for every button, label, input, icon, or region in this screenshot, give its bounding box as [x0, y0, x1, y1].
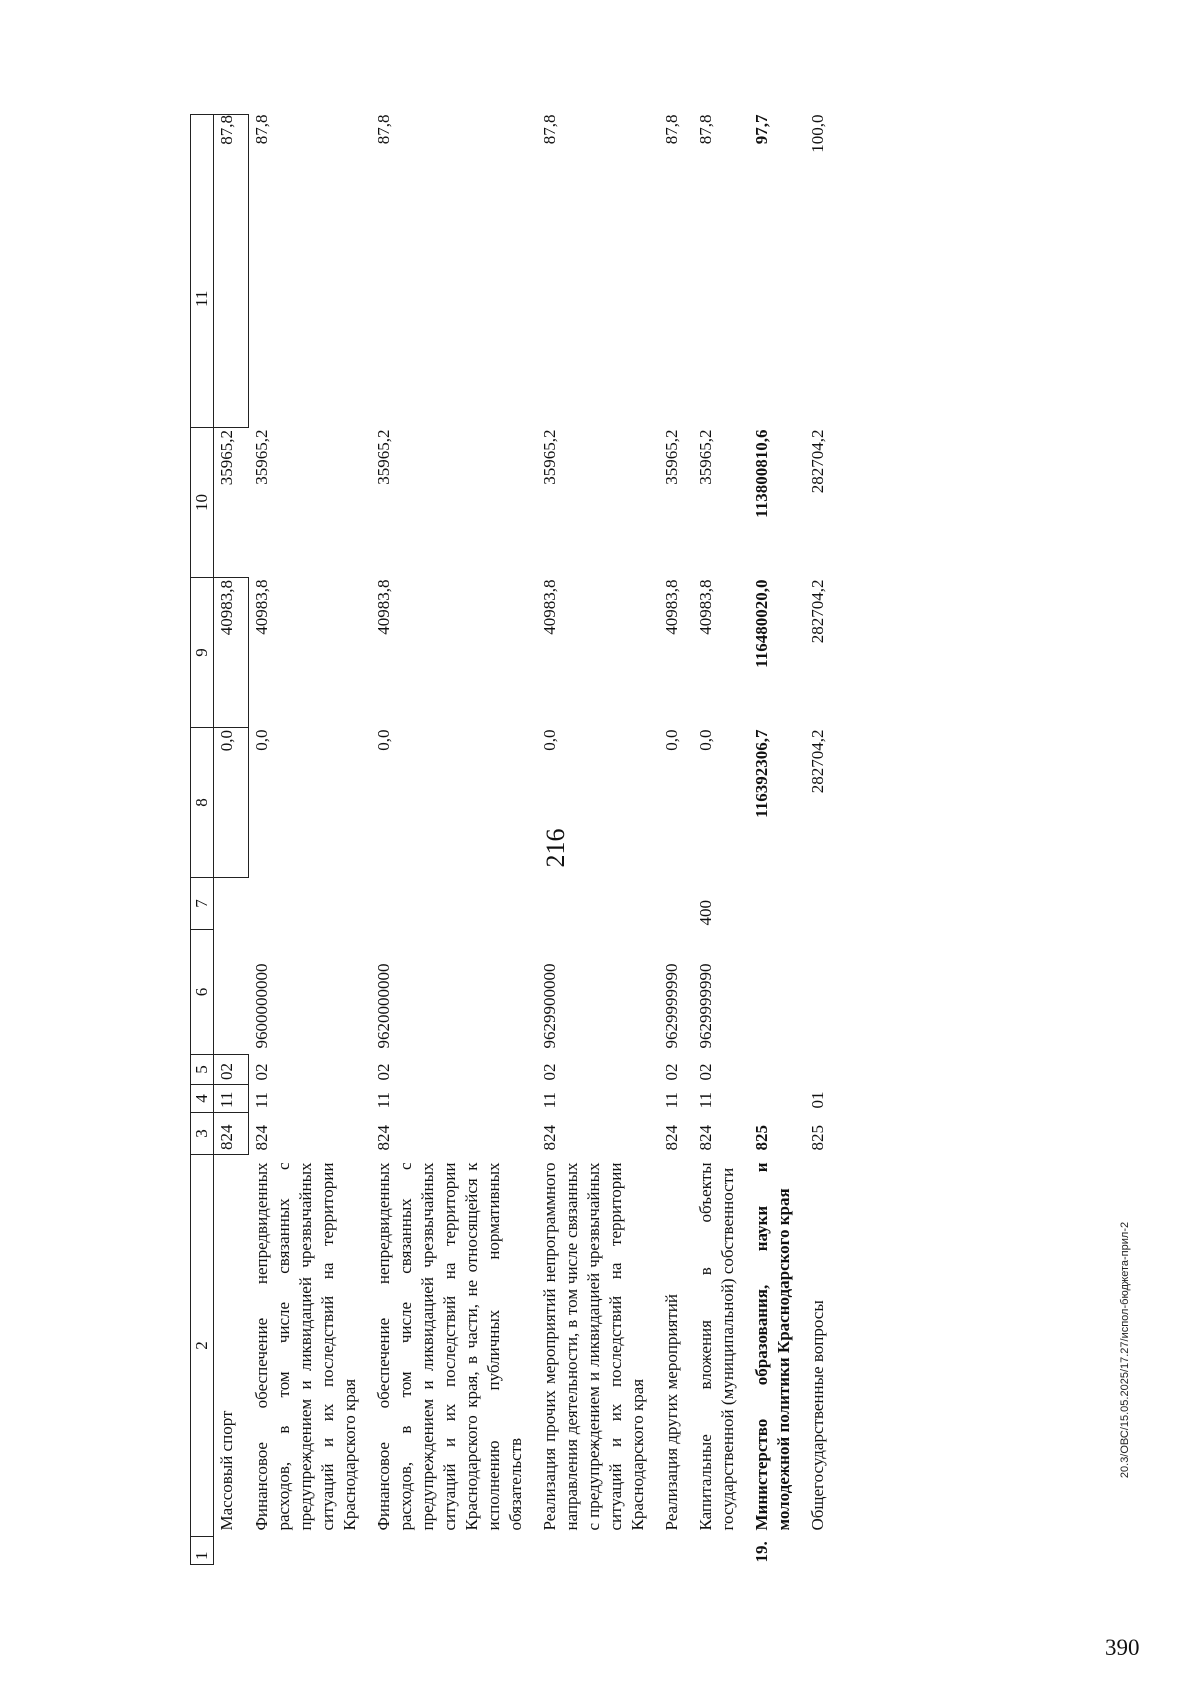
- cell-col3: 824: [252, 1125, 271, 1151]
- cell-col10: 35965,2: [539, 429, 559, 485]
- table-header-row: [191, 115, 214, 1565]
- cell-col5: [749, 1055, 805, 1085]
- cell-col4: 11: [539, 1092, 559, 1109]
- cell-col8: 116392306,7: [751, 729, 771, 818]
- cell-col9: 116480020,0: [751, 579, 771, 668]
- cell-col11: 87,8: [695, 114, 715, 145]
- cell-col8: 0,0: [695, 729, 715, 751]
- column-header-4: 4: [191, 1085, 214, 1113]
- cell-col10: 282704,2: [807, 429, 827, 494]
- cell-col4: 11: [252, 1092, 271, 1109]
- table-row: [537, 115, 659, 1565]
- cell-col5: 02: [373, 1063, 393, 1081]
- cell-col3: 825: [751, 1125, 771, 1151]
- row-name: Министерство образования, науки и молодежной политики Краснодарского края: [751, 1162, 793, 1531]
- page-number-bottom: 390: [1105, 1635, 1140, 1660]
- cell-col5: 02: [252, 1063, 271, 1081]
- row-name: Реализация прочих мероприятий непрограммного направления деятельности, в том числе связанных с предупреждением и ликвидацией чрезвычайных ситуаций и их последствий на территории Краснодарского края: [539, 1162, 647, 1531]
- row-index: [693, 1537, 749, 1565]
- cell-col7: [659, 878, 693, 930]
- cell-col6: 9629999990: [695, 963, 715, 1049]
- row-index: [214, 1537, 249, 1565]
- cell-col11: 87,8: [661, 114, 681, 145]
- cell-col10: 35965,2: [695, 429, 715, 485]
- cell-col11: 97,7: [751, 114, 771, 145]
- cell-col10: 35965,2: [217, 430, 236, 486]
- column-header-9: 9: [191, 578, 214, 728]
- row-name: Финансовое обеспечение непредвиденных расходов, в том числе связанных с предупреждением и ликвидацией чрезвычайных ситуаций и их последствий на территории Краснодарского края: [251, 1162, 359, 1531]
- cell-col4: 11: [695, 1092, 715, 1109]
- column-header-8: 8: [191, 728, 214, 878]
- column-header-2: 2: [191, 1155, 214, 1537]
- cell-col4: 11: [373, 1092, 393, 1109]
- cell-col7: [249, 878, 371, 930]
- cell-col9: 40983,8: [661, 579, 681, 635]
- cell-col9: 40983,8: [252, 579, 271, 635]
- column-header-11: 11: [191, 115, 214, 428]
- cell-col4: [749, 1085, 805, 1113]
- column-header-6: 6: [191, 930, 214, 1055]
- cell-col5: 02: [539, 1063, 559, 1081]
- cell-col11: 87,8: [252, 114, 271, 145]
- cell-col9: 282704,2: [807, 579, 827, 644]
- cell-col5: 02: [695, 1063, 715, 1081]
- cell-col9: 40983,8: [214, 578, 249, 728]
- cell-col9: 40983,8: [539, 579, 559, 635]
- row-name: Капитальные вложения в объекты государственной (муниципальной) собственности: [695, 1162, 737, 1531]
- column-header-5: 5: [191, 1055, 214, 1085]
- row-name: Финансовое обеспечение непредвиденных расходов, в том числе связанных с предупреждением и ликвидацией чрезвычайных ситуаций и их последствий на территории Краснодарского края, в части, не относящейся к исполнению публичных нормативных обязательств: [373, 1162, 525, 1531]
- cell-col11: 87,8: [214, 115, 249, 428]
- table-row: [805, 115, 839, 1565]
- table-row: [749, 115, 805, 1565]
- row-index: 19.: [751, 1541, 771, 1563]
- cell-col10: 35965,2: [661, 429, 681, 485]
- cell-col4: 11: [214, 1085, 249, 1113]
- cell-col6: [749, 930, 805, 1055]
- cell-col6: 9620000000: [373, 963, 393, 1049]
- column-header-1: 1: [191, 1537, 214, 1565]
- row-name: Реализация других мероприятий: [661, 1294, 681, 1531]
- cell-col7: [805, 878, 839, 930]
- cell-col5: 02: [214, 1055, 249, 1085]
- cell-col7: [371, 878, 537, 930]
- cell-col10: 113800810,6: [751, 429, 771, 518]
- cell-col9: 40983,8: [373, 579, 393, 635]
- cell-col3: 825: [807, 1125, 827, 1151]
- row-index: [249, 1537, 371, 1565]
- row-index: [537, 1537, 659, 1565]
- cell-col5: 02: [661, 1063, 681, 1081]
- table-row: [693, 115, 749, 1565]
- budget-table: [190, 114, 839, 1565]
- cell-col11: 87,8: [539, 114, 559, 145]
- cell-col3: 824: [695, 1125, 715, 1151]
- row-index: [805, 1537, 839, 1565]
- page-number-top: 216: [541, 828, 570, 868]
- cell-col7: [214, 878, 249, 930]
- column-header-10: 10: [191, 428, 214, 578]
- cell-col4: 11: [661, 1092, 681, 1109]
- rotated-table-frame: [190, 115, 1090, 1565]
- cell-col3: 824: [539, 1125, 559, 1151]
- row-name: Массовый спорт: [217, 1410, 236, 1531]
- table-row: [371, 115, 537, 1565]
- cell-col8: 282704,2: [807, 729, 827, 794]
- cell-col8: 0,0: [661, 729, 681, 751]
- cell-col8: 0,0: [214, 728, 249, 878]
- cell-col11: 100,0: [807, 114, 827, 153]
- cell-col6: [805, 930, 839, 1055]
- cell-col3: 824: [661, 1125, 681, 1151]
- cell-col6: 9600000000: [251, 963, 271, 1049]
- cell-col6: [214, 930, 249, 1055]
- cell-col6: 9629900000: [539, 963, 559, 1049]
- column-header-7: 7: [191, 878, 214, 930]
- cell-col7: 400: [695, 900, 715, 926]
- cell-col9: 40983,8: [695, 579, 715, 635]
- row-index: [659, 1537, 693, 1565]
- column-header-3: 3: [191, 1113, 214, 1155]
- cell-col8: 0,0: [252, 729, 271, 751]
- table-body: [214, 115, 839, 1565]
- cell-col7: [749, 878, 805, 930]
- table-row: [659, 115, 693, 1565]
- cell-col6: 9629999990: [661, 963, 681, 1049]
- cell-col8: 0,0: [539, 729, 559, 751]
- cell-col8: 0,0: [373, 729, 393, 751]
- table-row: [249, 115, 371, 1565]
- row-name: Общегосударственные вопросы: [807, 1300, 827, 1531]
- table-row: [214, 115, 249, 1565]
- cell-col11: 87,8: [373, 114, 393, 145]
- cell-col4: 01: [807, 1091, 827, 1109]
- row-index: [371, 1537, 537, 1565]
- cell-col3: 824: [214, 1113, 249, 1155]
- cell-col10: 35965,2: [373, 429, 393, 485]
- cell-col10: 35965,2: [251, 429, 271, 485]
- cell-col3: 824: [373, 1125, 393, 1151]
- cell-col7: [537, 878, 659, 930]
- cell-col5: [805, 1055, 839, 1085]
- document-stamp: 20.3/ОВС/15.05.2025/17.27/испол-бюджета-прил-2: [1119, 1221, 1131, 1479]
